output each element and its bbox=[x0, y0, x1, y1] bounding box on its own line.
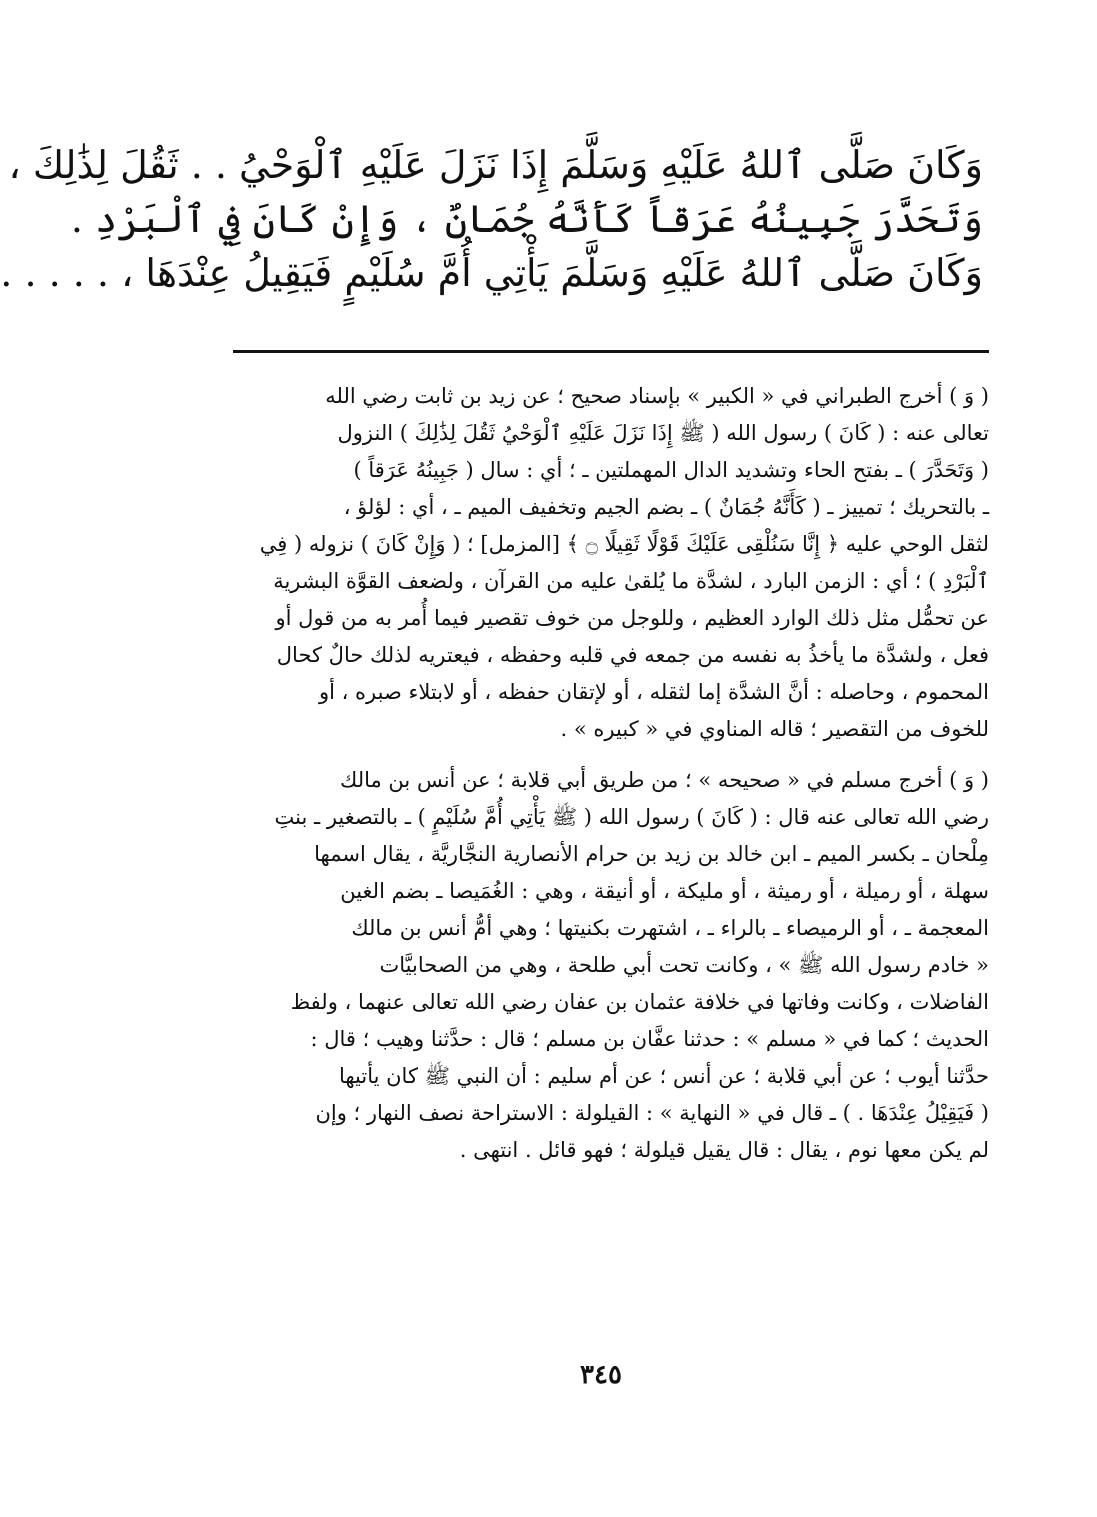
commentary-paragraph bbox=[233, 378, 989, 748]
commentary-line: حدَّثنا أيوب ؛ عن أبي قلابة ؛ عن أنس ؛ عن أم سليم : أن النبي ﷺ كان يأتيها bbox=[338, 1064, 989, 1088]
commentary-line: ( وَتَحَدَّرَ ) ـ بفتح الحاء وتشديد الدال المهملتين ـ ؛ أي : سال ( جَبِينُهُ عَرَقاً ) bbox=[353, 458, 989, 482]
commentary-line: لم يكن معها نوم ، يقال : قال يقيل قيلولة ؛ فهو قائل . انتهى . bbox=[459, 1138, 989, 1162]
commentary-line: ـ بالتحريك ؛ تمييز ـ ( كَأَنَّهُ جُمَانٌ ) ـ بضم الجيم وتخفيف الميم ـ ، أي : لؤلؤ ، bbox=[343, 495, 989, 519]
commentary-block bbox=[233, 378, 989, 1183]
commentary-line: مِلْحان ـ بكسر الميم ـ ابن خالد بن زيد بن حرام الأنصارية النجَّاريَّة ، يقال اسمها bbox=[314, 842, 989, 866]
commentary-line: الفاضلات ، وكانت وفاتها في خلافة عثمان بن عفان رضي الله تعالى عنهما ، ولفظ bbox=[290, 990, 989, 1014]
main-text-line: وَكَانَ صَلَّى ٱللهُ عَلَيْهِ وَسَلَّمَ إِذَا نَزَلَ عَلَيْهِ ٱلْوَحْيُ . . ثَقُلَ لِذَٰلِكَ ، bbox=[8, 143, 983, 187]
main-text-block bbox=[0, 138, 983, 300]
commentary-line: ( فَيَقِيْلُ عِنْدَهَا . ) ـ قال في « النهاية » : القيلولة : الاستراحة نصف النهار ؛ وإن bbox=[315, 1101, 989, 1125]
commentary-line: المعجمة ـ ، أو الرميصاء ـ بالراء ـ ، اشتهرت بكنيتها ؛ وهي أمُّ أنس بن مالك bbox=[351, 916, 989, 940]
commentary-line: تعالى عنه : ( كَانَ ) رسول الله ( ﷺ إِذَا نَزَلَ عَلَيْهِ ٱلْوَحْيُ ثَقُلَ لِذَٰلِكَ ) النزول bbox=[337, 421, 989, 445]
commentary-paragraph bbox=[233, 762, 989, 1169]
commentary-line: ( وَ ) أخرج مسلم في « صحيحه » ؛ من طريق أبي قلابة ؛ عن أنس بن مالك bbox=[340, 768, 989, 792]
main-text-line: وَكَانَ صَلَّى ٱللهُ عَلَيْهِ وَسَلَّمَ يَأْتِي أُمَّ سُلَيْمٍ فَيَقِيلُ عِنْدَهَا ، . . . . . bbox=[0, 251, 983, 295]
commentary-line: المحموم ، وحاصله : أنَّ الشدَّة إما لثقله ، أو لإتقان حفظه ، أو لابتلاء صبره ، أو bbox=[318, 680, 989, 704]
commentary-line: الحديث ؛ كما في « مسلم » : حدثنا عفَّان بن مسلم ؛ قال : حدَّثنا وهيب ؛ قال : bbox=[310, 1027, 989, 1051]
commentary-line: ٱلْبَرْدِ ) ؛ أي : الزمن البارد ، لشدَّة ما يُلقىٰ عليه من القرآن ، ولضعف القوَّة البشرية bbox=[273, 569, 989, 593]
commentary-line: عن تحمُّل مثل ذلك الوارد العظيم ، وللوجل من خوف تقصير فيما أُمر به من قول أو bbox=[275, 606, 989, 630]
commentary-line: للخوف من التقصير ؛ قاله المناوي في « كبيره » . bbox=[560, 717, 989, 741]
commentary-line: لثقل الوحي عليه ﴿ إِنَّا سَنُلْقِى عَلَيْكَ قَوْلًا ثَقِيلًا ۝ ﴾ [المزمل] ؛ ( وَإِنْ كَانَ ) نزوله ( فِي bbox=[259, 532, 989, 556]
commentary-line: « خادم رسول الله ﷺ » ، وكانت تحت أبي طلحة ، وهي من الصحابيَّات bbox=[379, 953, 989, 977]
commentary-line: رضي الله تعالى عنه قال : ( كَانَ ) رسول الله ( ﷺ يَأْتِي أُمَّ سُلَيْمٍ ) ـ بالتصغير ـ بنتِ bbox=[274, 805, 989, 829]
commentary-line: سهلة ، أو رميلة ، أو رميثة ، أو مليكة ، أو أنيقة ، وهي : الغُمَيصا ـ بضم الغين bbox=[340, 879, 989, 903]
page-number: ٣٤٥ bbox=[580, 1360, 622, 1390]
main-text-line: وَتَحَدَّرَ جَبِينُهُ عَرَقاً كَأَنَّهُ جُمَانٌ ، وَإِنْ كَانَ فِي ٱلْبَرْدِ . bbox=[70, 197, 983, 241]
section-divider bbox=[233, 350, 989, 353]
commentary-line: فعل ، ولشدَّة ما يأخذُ به نفسه من جمعه في قلبه وحفظه ، فيعتريه لذلك حالٌ كحال bbox=[276, 643, 989, 667]
commentary-line: ( وَ ) أخرج الطبراني في « الكبير » بإسناد صحيح ؛ عن زيد بن ثابت رضي الله bbox=[325, 384, 989, 408]
